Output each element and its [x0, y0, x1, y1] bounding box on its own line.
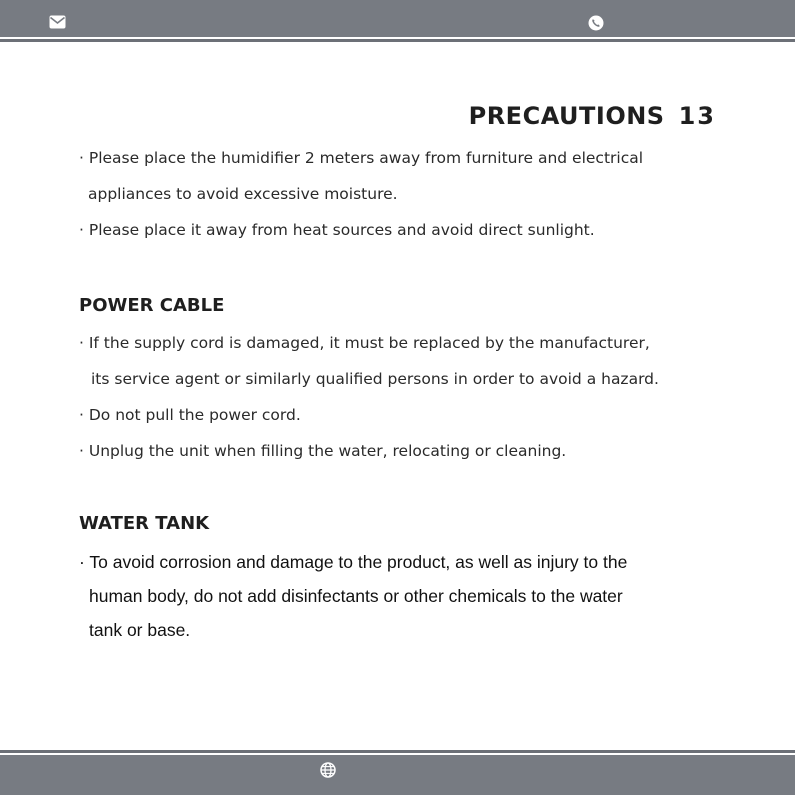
intro-line-2: appliances to avoid excessive moisture. [88, 185, 398, 203]
page-title-text: PRECAUTIONS [468, 102, 665, 131]
intro-line-3: · Please place it away from heat sources and avoid direct sunlight. [79, 221, 595, 239]
page-title [469, 102, 716, 130]
header-divider [0, 39, 795, 42]
power-cable-line-2: its service agent or similarly qualified persons in order to avoid a hazard. [91, 370, 659, 388]
globe-icon [320, 762, 336, 778]
phone-icon [588, 15, 604, 31]
power-cable-heading: POWER CABLE [79, 295, 225, 316]
page-number: 13 [678, 102, 716, 131]
power-cable-line-1: · If the supply cord is damaged, it must be replaced by the manufacturer, [79, 334, 650, 352]
water-tank-line-3: tank or base. [89, 620, 191, 640]
water-tank-line-1: · To avoid corrosion and damage to the product, as well as injury to the [79, 552, 628, 572]
power-cable-line-4: · Unplug the unit when filling the water, relocating or cleaning. [79, 442, 567, 460]
water-tank-heading: WATER TANK [79, 513, 210, 534]
power-cable-line-3: · Do not pull the power cord. [79, 406, 301, 424]
header-bar [0, 0, 795, 37]
water-tank-line-2: human body, do not add disinfectants or other chemicals to the water [89, 586, 623, 606]
footer-divider [0, 750, 795, 753]
mail-icon [49, 15, 66, 29]
intro-line-1: · Please place the humidifier 2 meters away from furniture and electrical [79, 149, 644, 167]
footer-bar [0, 755, 795, 795]
